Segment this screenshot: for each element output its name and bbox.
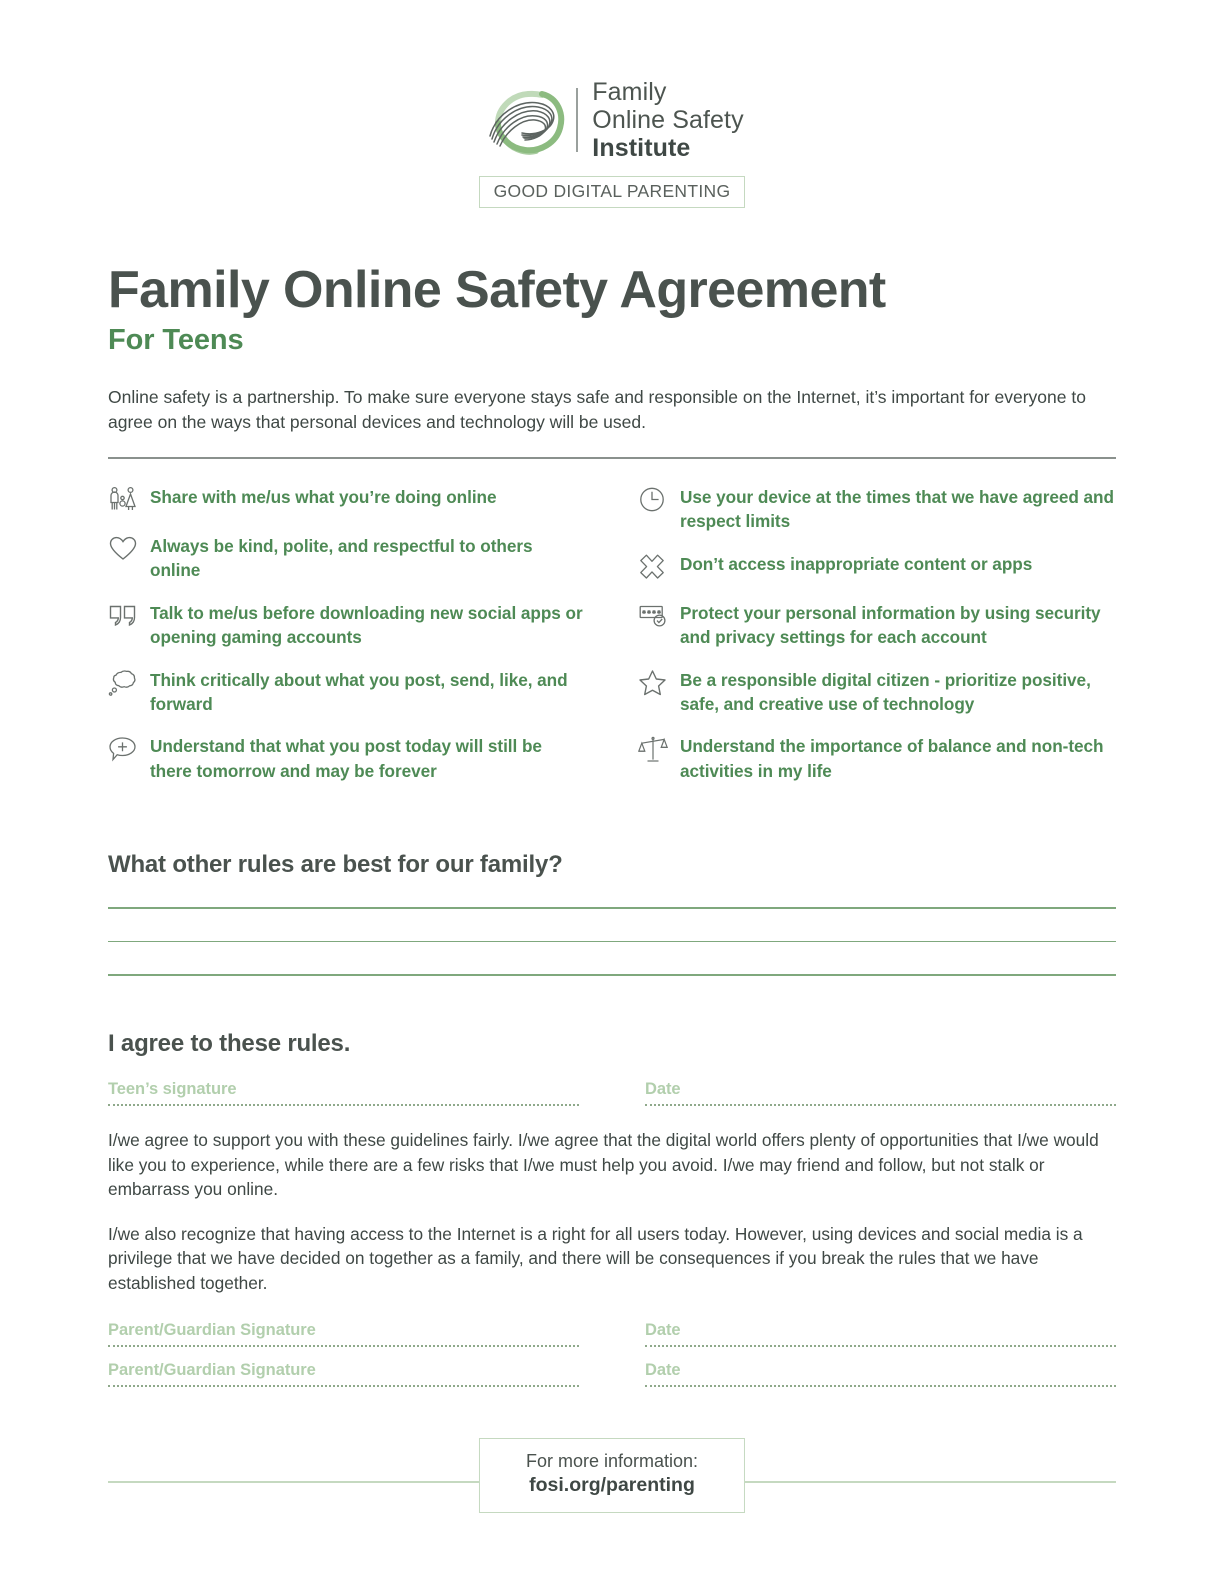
write-line[interactable] [108, 907, 1116, 909]
rule-text: Use your device at the times that we have agreed and respect limits [680, 486, 1114, 532]
password-field-check-icon [638, 601, 676, 632]
parent1-signature-line[interactable] [108, 1344, 579, 1347]
rule-item [108, 601, 586, 650]
speech-bubble-plus-icon [108, 734, 146, 765]
document-footer [0, 1438, 1224, 1524]
rule-item [108, 734, 586, 783]
star-icon [638, 668, 676, 699]
teen-date-line[interactable] [645, 1103, 1116, 1106]
rule-text: Don’t access inappropriate content or apps [680, 553, 1033, 574]
teen-signature-field[interactable] [108, 1080, 579, 1106]
other-rules-write-area[interactable] [108, 907, 1116, 976]
title-block [108, 262, 1224, 357]
parent2-date-line[interactable] [645, 1384, 1116, 1387]
document-header [0, 0, 1224, 208]
logo-divider [576, 88, 578, 152]
good-digital-parenting-badge: GOOD DIGITAL PARENTING [479, 176, 746, 208]
rule-text: Protect your personal information by using security and privacy settings for each account [680, 602, 1101, 648]
other-rules-heading: What other rules are best for our family? [108, 851, 563, 879]
quotation-marks-icon [108, 601, 146, 632]
parent2-signature-line[interactable] [108, 1384, 579, 1387]
rules-section [108, 485, 1116, 801]
parent2-signature-label: Parent/Guardian Signature [108, 1361, 316, 1380]
logo-word-online-safety: Online Safety [592, 106, 744, 134]
rule-item [638, 668, 1116, 717]
rule-text: Understand that what you post today will still be there tomorrow and may be forever [150, 736, 542, 781]
thought-bubble-icon [108, 668, 146, 699]
fosi-swirl-logo-icon [480, 80, 572, 160]
more-information-box [479, 1438, 745, 1513]
fosi-logo [480, 78, 743, 162]
logo-wordmark [592, 78, 743, 162]
agreement-paragraph-1: I/we agree to support you with these guidelines fairly. I/we agree that the digital world offers plenty of opportunities that I/we would like you to experience, while there are a few risks that I/we must help you avoid. I/we may friend and follow, but not stalk or embarrass you online. [108, 1130, 1099, 1200]
teen-date-label: Date [645, 1080, 681, 1098]
parent2-date-label: Date [645, 1361, 681, 1380]
cross-x-icon [638, 552, 676, 583]
parent1-signature-row [108, 1321, 1116, 1347]
rule-text: Share with me/us what you’re doing online [150, 486, 497, 507]
rule-text: Think critically about what you post, send, like, and forward [150, 669, 568, 714]
rule-text: Always be kind, polite, and respectful to others online [150, 535, 533, 581]
agreement-heading: I agree to these rules. [108, 1030, 351, 1057]
teen-date-field[interactable] [645, 1080, 1116, 1106]
teen-signature-line[interactable] [108, 1103, 579, 1106]
balance-scales-icon [638, 734, 676, 765]
rule-item [108, 534, 586, 583]
parent1-date-field[interactable] [645, 1321, 1116, 1347]
footer-url[interactable]: fosi.org/parenting [529, 1474, 695, 1497]
logo-word-institute: Institute [592, 134, 691, 162]
rule-item [638, 734, 1116, 783]
header-divider [108, 457, 1116, 459]
page-subtitle: For Teens [108, 324, 244, 357]
rule-text: Understand the importance of balance and non-tech activities in my life [680, 736, 1104, 781]
logo-word-family: Family [592, 78, 667, 106]
intro-paragraph: Online safety is a partnership. To make sure everyone stays safe and responsible on the Internet, it’s important for everyone to agree on the ways that personal devices and technology will be used. [108, 387, 1086, 432]
parent1-date-line[interactable] [645, 1344, 1116, 1347]
footer-label: For more information: [525, 1451, 699, 1471]
rules-column-right [616, 485, 1116, 801]
rules-column-left [108, 485, 616, 801]
rule-item [638, 552, 1116, 583]
page-title: Family Online Safety Agreement [108, 261, 886, 319]
parent2-date-field[interactable] [645, 1361, 1116, 1387]
parent1-signature-label: Parent/Guardian Signature [108, 1321, 316, 1340]
teen-signature-label: Teen’s signature [108, 1080, 237, 1098]
rule-text: Talk to me/us before downloading new social apps or opening gaming accounts [150, 602, 583, 648]
agreement-paragraph-2: I/we also recognize that having access to the Internet is a right for all users today. However, using devices and social media is a privilege that we have decided on together as a family, and there will be consequences if you break the rules that we have established together. [108, 1223, 1083, 1293]
teen-signature-row [108, 1080, 1116, 1106]
rule-item [638, 601, 1116, 650]
parent1-date-label: Date [645, 1321, 681, 1340]
rule-text: Be a responsible digital citizen - prioritize positive, safe, and creative use of technology [680, 669, 1091, 714]
clock-icon [638, 485, 676, 516]
parent2-signature-row [108, 1361, 1116, 1387]
write-line[interactable] [108, 974, 1116, 976]
write-line[interactable] [108, 941, 1116, 943]
rule-item [638, 485, 1116, 534]
rule-item [108, 485, 586, 516]
family-people-icon [108, 485, 146, 516]
parent1-signature-field[interactable] [108, 1321, 579, 1347]
rule-item [108, 668, 586, 717]
parent2-signature-field[interactable] [108, 1361, 579, 1387]
heart-icon [108, 534, 146, 565]
